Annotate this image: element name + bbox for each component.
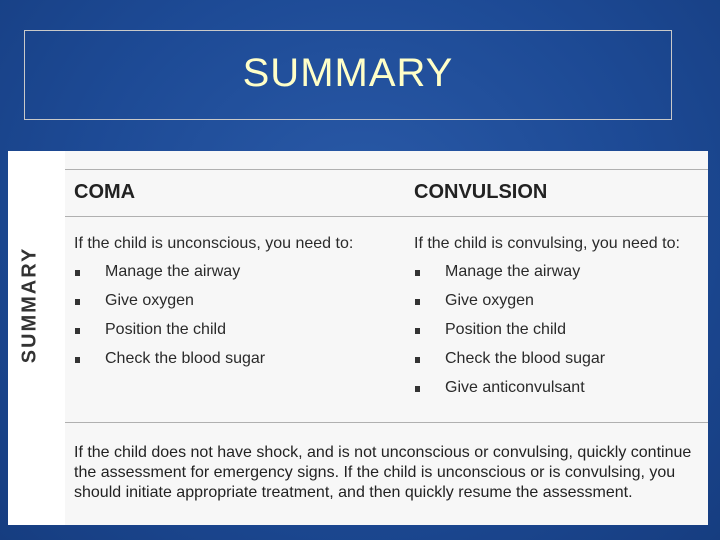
bullet-icon bbox=[75, 357, 80, 363]
title-box bbox=[24, 30, 672, 120]
side-banner bbox=[8, 151, 65, 525]
convulsion-list bbox=[415, 263, 605, 408]
list-item: Position the child bbox=[75, 321, 265, 350]
bullet-icon bbox=[75, 270, 80, 276]
list-item: Manage the airway bbox=[75, 263, 265, 292]
bullet-icon bbox=[75, 328, 80, 334]
convulsion-intro: If the child is convulsing, you need to: bbox=[414, 235, 680, 252]
summary-table bbox=[65, 151, 708, 525]
list-item: Give oxygen bbox=[415, 292, 605, 321]
list-item: Check the blood sugar bbox=[75, 350, 265, 379]
coma-list bbox=[75, 263, 265, 379]
footer-rule bbox=[65, 422, 708, 423]
summary-panel bbox=[8, 151, 708, 525]
top-rule bbox=[65, 169, 708, 170]
convulsion-heading: CONVULSION bbox=[414, 181, 548, 203]
coma-intro: If the child is unconscious, you need to: bbox=[74, 235, 354, 252]
bullet-icon bbox=[415, 299, 420, 305]
bullet-icon bbox=[415, 357, 420, 363]
slide-title: SUMMARY bbox=[242, 50, 454, 95]
summary-paragraph: If the child does not have shock, and is not unconscious or convulsing, quickly continue the assessment for emergency signs. If the child is unconscious or is convulsing, you should initiate appropriate treatment, and then quickly resume the assessment. bbox=[74, 444, 692, 501]
list-item: Manage the airway bbox=[415, 263, 605, 292]
bullet-icon bbox=[415, 328, 420, 334]
list-item: Check the blood sugar bbox=[415, 350, 605, 379]
bullet-icon bbox=[415, 386, 420, 392]
bullet-icon bbox=[75, 299, 80, 305]
list-item: Give anticonvulsant bbox=[415, 379, 605, 408]
header-rule bbox=[65, 216, 708, 217]
list-item: Position the child bbox=[415, 321, 605, 350]
list-item: Give oxygen bbox=[75, 292, 265, 321]
coma-heading: COMA bbox=[74, 181, 136, 203]
bullet-icon bbox=[415, 270, 420, 276]
side-label: SUMMARY bbox=[18, 246, 41, 364]
